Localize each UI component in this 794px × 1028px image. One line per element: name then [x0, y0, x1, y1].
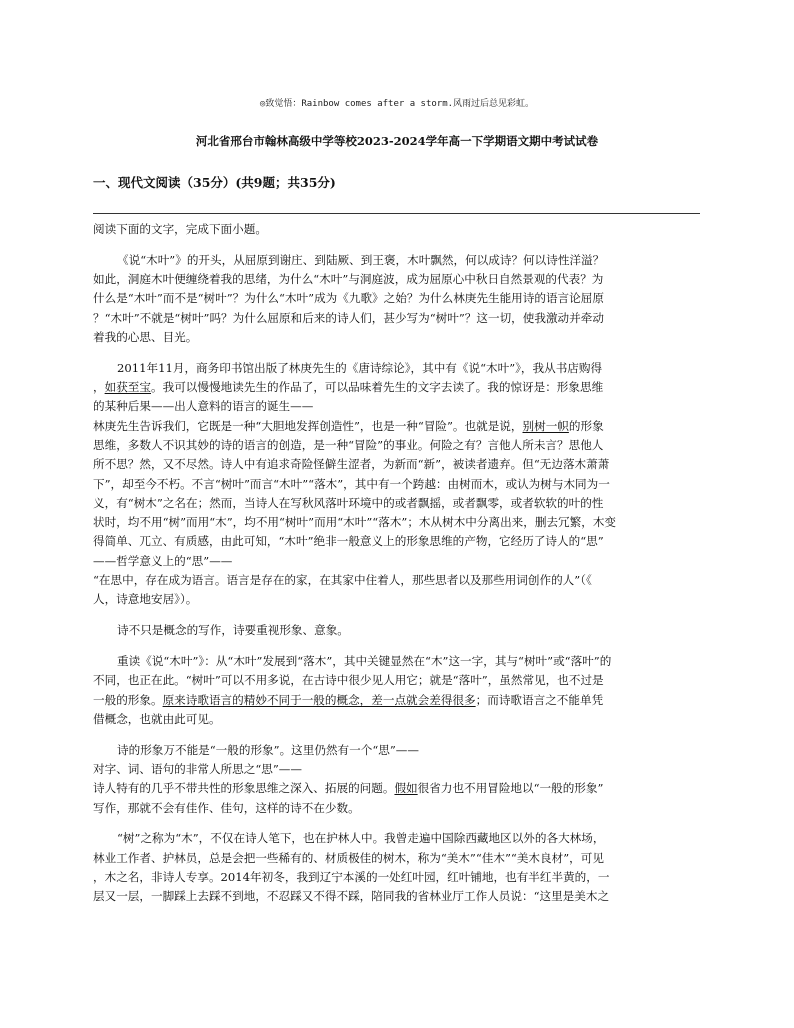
- paragraph-line: 得简单、兀立、有质感，由此可知，“木叶”绝非一般意义上的形象思维的产物，它经历了诗人的“思”: [93, 534, 604, 549]
- paragraph-line: 诗的形象万不能是“一般的形象”。这里仍然有一个“思”——: [117, 742, 419, 757]
- text-span: ，: [93, 380, 105, 395]
- paragraph-line: 借概念，也就由此可见。: [93, 711, 221, 726]
- text-span: 。我可以慢慢地读先生的作品了，可以品味着先生的文字去读了。我的惊讶是：形象思维: [151, 380, 604, 395]
- header-motto: ◎致觉悟：Rainbow comes after a storm.风雨过后总见彩虹。: [259, 99, 535, 109]
- paragraph-line: [93, 417, 700, 436]
- paragraph-line: ？“木叶”不就是“树叶”吗？为什么屈原和后来的诗人们，甚少写为“树叶”？这一切，使我激动并牵动: [93, 310, 604, 325]
- paragraph-line: 不同，也正在此。“树叶”可以不用多说，在古诗中很少见人用它；就是“落叶”，虽然常见，也不过是: [93, 673, 604, 688]
- text-span: 一般的形象。: [93, 692, 163, 707]
- section-divider: [93, 213, 700, 214]
- text-span: ；而诗歌语言之不能单凭: [475, 692, 604, 707]
- text-span: 很省力也不用冒险地以“一般的形象”: [417, 781, 604, 796]
- paragraph-line: 2011年11月，商务印书馆出版了林庚先生的《唐诗综论》，其中有《说“木叶”》，我从书店购得: [117, 360, 603, 375]
- paragraph-line: ——哲学意义上的“思”——: [93, 553, 233, 568]
- paragraph-line: 下”，却至今不朽。不言“树叶”而言“木叶”“落木”，其中有一个跨越：由树而木，或认为树与木同为一: [93, 476, 610, 491]
- paragraph-line: 人，诗意地安居》）。: [93, 592, 198, 607]
- paragraph-line: 诗不只是概念的写作，诗要重视形象、意象。: [117, 623, 349, 638]
- section-heading: 一、现代文阅读（35分）(共9题；共35分): [93, 175, 336, 190]
- paragraph-line: 如此，洞庭木叶便缠绕着我的思绪，为什么“木叶”与洞庭波，成为屈原心中秋日自然景观的代表？为: [93, 272, 604, 287]
- paragraph-line: 状时，均不用“树”而用“木”，均不用“树叶”而用“木叶”“落木”；木从树木中分离出来，删去冗繁，木变: [93, 515, 617, 530]
- paragraph-line: 对字、词、语句的非常人所思之“思”——: [93, 761, 302, 776]
- paragraph-line: 着我的心思、目光。: [93, 329, 198, 344]
- text-span: 诗人特有的几乎不带共性的形象思维之深入、拓展的问题。: [93, 781, 395, 796]
- paragraph-line: “在思中，存在成为语言。语言是存在的家，在其家中住着人，那些思者以及那些用词创作的人”（《: [93, 573, 592, 588]
- paragraph-line: 思维，多数人不识其妙的诗的语言的创造，是一种“冒险”的事业。何险之有？言他人所未言？思他人: [93, 437, 604, 452]
- paragraph-line: 《说“木叶”》的开头，从屈原到谢庄、到陆厥、到王褒，木叶飘然，何以成诗？何以诗性洋溢？: [117, 252, 605, 267]
- paragraph-line: 重读《说“木叶”》：从“木叶”发展到“落木”，其中关键显然在“木”这一字，其与“树叶”或“落叶”的: [117, 653, 612, 668]
- underlined-phrase: 假如: [394, 781, 418, 796]
- paragraph-line: [93, 691, 700, 710]
- paragraph-line: 义，有“树木”之名在；然而，当诗人在写秋风落叶环境中的或者飘摇，或者飘零，或者软软的叶的性: [93, 495, 604, 510]
- underlined-sentence: 原来诗歌语言的精妙不同于一般的概念，差一点就会差得很多: [162, 692, 476, 707]
- paragraph-line: 什么是“木叶”而不是“树叶”？为什么“木叶”成为《九歌》之始？为什么林庚先生能用诗的语言论屈原: [93, 291, 604, 306]
- text-span: 的形象: [568, 418, 604, 433]
- exam-title: 河北省邢台市翰林高级中学等校2023-2024学年高一下学期语文期中考试试卷: [195, 134, 599, 148]
- paragraph-line: 的某种后果——出人意料的语言的诞生——: [93, 399, 314, 414]
- underlined-phrase: 别树一帜: [522, 418, 569, 433]
- paragraph-line: 所不思？然，又不尽然。诗人中有追求奇险怪僻生涩者，为新而“新”，被读者遗弃。但“无边落木萧萧: [93, 457, 610, 472]
- paragraph-line: 写作，那就不会有佳作、佳句，这样的诗不在少数。: [93, 800, 360, 815]
- paragraph-line: “树”之称为“木”，不仅在诗人笔下，也在护林人中。我曾走遍中国除西藏地区以外的各大林场，: [117, 831, 605, 846]
- text-span: 林庚先生告诉我们，它既是一种“大胆地发挥创造性”，也是一种“冒险”。也就是说，: [93, 418, 523, 433]
- paragraph-line: 林业工作者、护林员，总是会把一些稀有的、材质极佳的树木，称为“美木”“佳木”“美木良材”，可见: [93, 850, 604, 865]
- instruction-line: 阅读下面的文字，完成下面小题。: [93, 222, 267, 236]
- paragraph-line: [93, 779, 700, 798]
- paragraph-line: ，木之名，非诗人专享。2014年初冬，我到辽宁本溪的一处红叶园，红叶铺地，也有半红半黄的，一: [93, 869, 610, 884]
- paragraph-line: 层又一层，一脚踩上去踩不到地，不忍踩又不得不踩，陪同我的省林业厅工作人员说：“这里是美木之: [93, 889, 610, 904]
- paragraph-line: [93, 378, 700, 397]
- reading-passage: [93, 220, 700, 907]
- underlined-phrase: 如获至宝: [104, 380, 151, 395]
